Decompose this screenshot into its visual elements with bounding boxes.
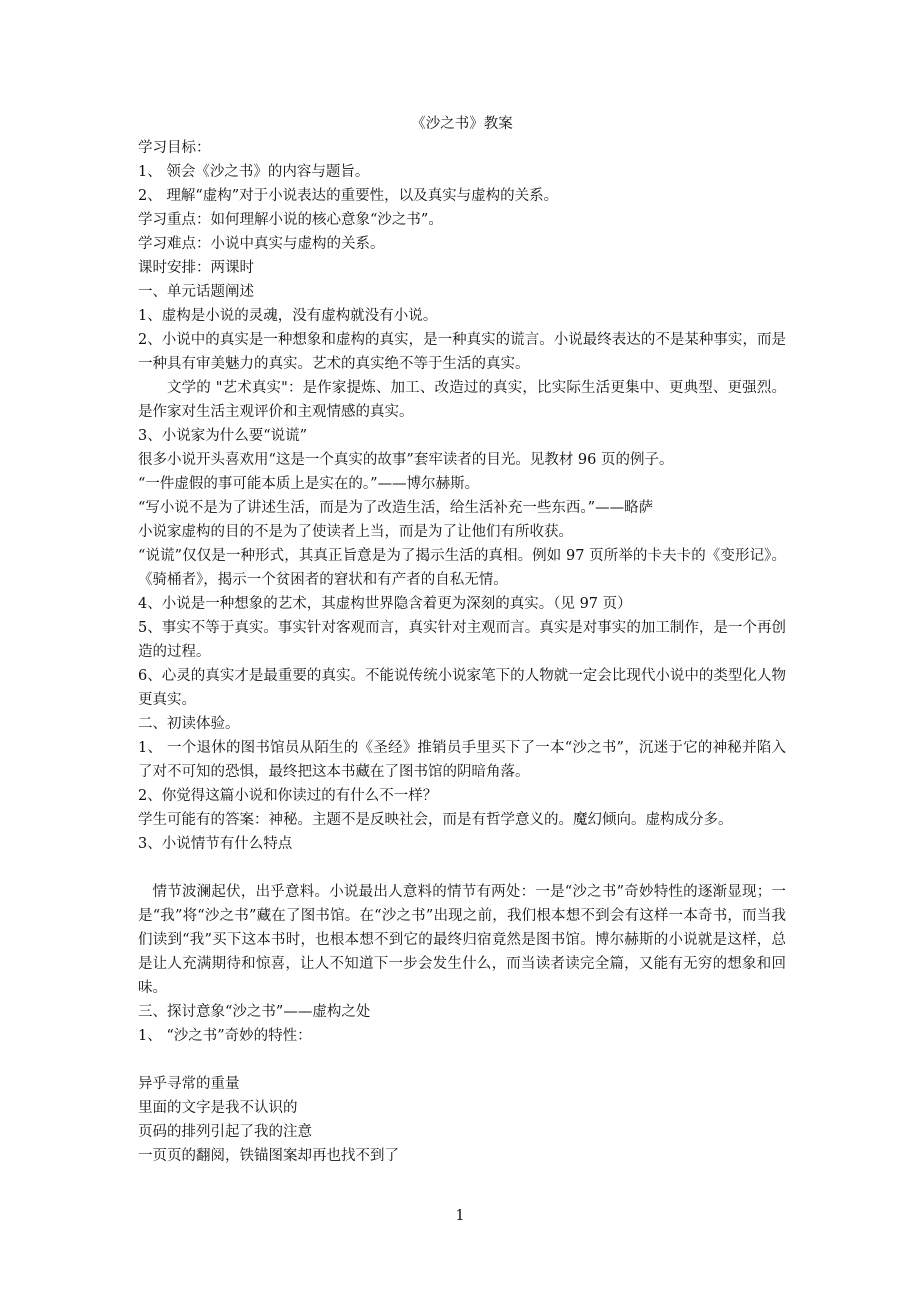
- paragraph-1-5: 5、事实不等于真实。事实针对客观而言，真实针对主观而言。真实是对事实的加工制作，是一个再创造的过程。: [138, 620, 786, 660]
- paragraph-2-3a: 情节波澜起伏，出乎意料。小说最出人意料的情节有两处：一是“沙之书”奇妙特性的逐渐显现；一是“我”将“沙之书”藏在了图书馆。在“沙之书”出现之前，我们根本想不到会有这样一本奇书，而当我们读到“我”买下这本书时，也根本想不到它的最终归宿竟然是图书馆。博尔赫斯的小说就是这样，总是让人充满期待和惊喜，让人不知道下一步会发生什么，而当读者读完全篇，又能有无穷的想象和回味。: [138, 884, 786, 996]
- paragraph-1-4: 4、小说是一种想象的艺术，其虚构世界隐含着更为深刻的真实。（见 97 页）: [138, 596, 632, 612]
- paragraph-1-3e: “说谎”仅仅是一种形式，其真正旨意是为了揭示生活的真相。例如 97 页所举的卡夫卡的《变形记》。《骑桶者》，揭示一个贫困者的窘状和有产者的自私无情。: [138, 548, 786, 588]
- paragraph-1-3a: 很多小说开头喜欢用“这是一个真实的故事”套牢读者的目光。见教材 96 页的例子。: [138, 452, 674, 468]
- paragraph-2-1: 1、 一个退休的图书馆员从陌生的《圣经》推销员手里买下了一本“沙之书”，沉迷于它的神秘并陷入了对不可知的恐惧，最终把这本书藏在了图书馆的阴暗角落。: [138, 740, 786, 780]
- page-number: 1: [455, 1208, 465, 1224]
- study-focus: 学习重点：如何理解小说的核心意象“沙之书”。: [138, 212, 443, 228]
- list-item: 一页页的翻阅，铁锚图案却再也找不到了: [138, 1148, 399, 1164]
- list-item: 异乎寻常的重量: [138, 1076, 240, 1092]
- paragraph-1-2: 2、小说中的真实是一种想象和虚构的真实，是一种真实的谎言。小说最终表达的不是某种事实，而是一种具有审美魅力的真实。艺术的真实绝不等于生活的真实。: [138, 332, 786, 372]
- document-title: 《沙之书》教案: [411, 116, 513, 132]
- list-item: 里面的文字是我不认识的: [138, 1100, 298, 1116]
- section-heading-1: 一、单元话题阐述: [138, 284, 254, 300]
- goal-item-1: 1、 领会《沙之书》的内容与题旨。: [138, 164, 370, 180]
- paragraph-1-1: 1、虚构是小说的灵魂，没有虚构就没有小说。: [138, 308, 438, 324]
- section-heading-2: 二、初读体验。: [138, 716, 240, 732]
- quote-llosa: “写小说不是为了讲述生活，而是为了改造生活，给生活补充一些东西。”——略萨: [138, 500, 654, 516]
- document-body: [138, 112, 786, 1168]
- quote-borges: “一件虚假的事可能本质上是实在的。”——博尔赫斯。: [138, 476, 480, 492]
- paragraph-1-2b: 文学的 "艺术真实"：是作家提炼、加工、改造过的真实，比实际生活更集中、更典型、更强烈。是作家对生活主观评价和主观情感的真实。: [138, 380, 786, 420]
- blank-line: [138, 1048, 786, 1072]
- paragraph-2-2a: 学生可能有的答案：神秘。主题不是反映社会，而是有哲学意义的。魔幻倾向。虚构成分多。: [138, 812, 733, 828]
- class-schedule: 课时安排：两课时: [138, 260, 254, 276]
- paragraph-1-6: 6、心灵的真实才是最重要的真实。不能说传统小说家笔下的人物就一定会比现代小说中的类型化人物更真实。: [138, 668, 786, 708]
- paragraph-3-1: 1、 “沙之书”奇妙的特性：: [138, 1028, 312, 1044]
- blank-line: [138, 856, 786, 880]
- section-heading-3: 三、探讨意象“沙之书”——虚构之处: [138, 1004, 371, 1020]
- paragraph-2-3: 3、小说情节有什么特点: [138, 836, 293, 852]
- goal-item-2: 2、 理解“虚构”对于小说表达的重要性，以及真实与虚构的关系。: [138, 188, 559, 204]
- list-item: 页码的排列引起了我的注意: [138, 1124, 312, 1140]
- paragraph-2-2: 2、你觉得这篇小说和你读过的有什么不一样？: [138, 788, 438, 804]
- goals-heading: 学习目标：: [138, 140, 211, 156]
- study-difficulty: 学习难点：小说中真实与虚构的关系。: [138, 236, 385, 252]
- paragraph-1-3: 3、小说家为什么要“说谎”: [138, 428, 308, 444]
- paragraph-1-3d: 小说家虚构的目的不是为了使读者上当，而是为了让他们有所收获。: [138, 524, 573, 540]
